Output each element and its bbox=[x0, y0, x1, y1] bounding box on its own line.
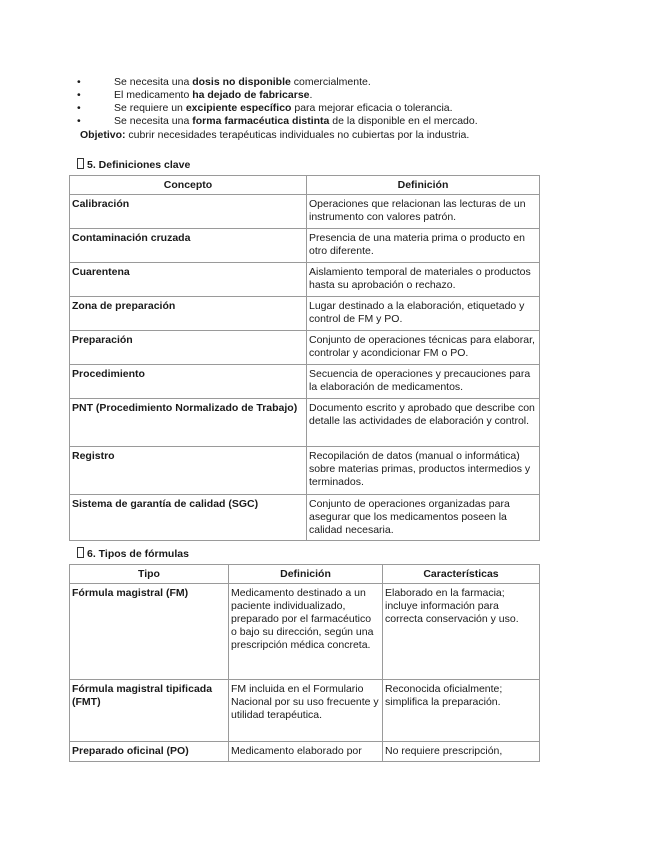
definition-cell: Presencia de una materia prima o producto en otro diferente. bbox=[307, 229, 540, 263]
bullet-bold-text: forma farmacéutica distinta bbox=[192, 115, 330, 127]
definicion-cell: Medicamento elaborado por bbox=[229, 742, 383, 762]
objective-label: Objetivo: bbox=[80, 129, 126, 141]
table-row bbox=[70, 584, 540, 680]
bullet-text: de la disponible en el mercado. bbox=[329, 115, 478, 127]
concept-cell: Preparación bbox=[70, 331, 307, 365]
table-row bbox=[70, 297, 540, 331]
concept-cell: Calibración bbox=[70, 195, 307, 229]
column-header-tipo: Tipo bbox=[70, 565, 229, 584]
concept-cell: Procedimiento bbox=[70, 365, 307, 399]
column-header-caracteristicas: Características bbox=[383, 565, 540, 584]
bullet-marker: • bbox=[77, 76, 81, 88]
column-header-definicion: Definición bbox=[307, 176, 540, 195]
bullet-item bbox=[77, 102, 637, 115]
bullet-text: Se requiere un bbox=[114, 102, 186, 114]
table-row bbox=[70, 195, 540, 229]
caracteristicas-cell: No requiere prescripción, bbox=[383, 742, 540, 762]
table-row bbox=[70, 680, 540, 742]
table-row bbox=[70, 495, 540, 541]
objective-text: cubrir necesidades terapéuticas individuales no cubiertas por la industria. bbox=[125, 129, 470, 141]
table-row bbox=[70, 365, 540, 399]
tipo-cell: Fórmula magistral tipificada (FMT) bbox=[70, 680, 229, 742]
tipo-cell: Preparado oficinal (PO) bbox=[70, 742, 229, 762]
caracteristicas-cell: Reconocida oficialmente; simplifica la preparación. bbox=[383, 680, 540, 742]
table-row bbox=[70, 331, 540, 365]
missing-glyph-icon bbox=[77, 547, 84, 558]
objective-line bbox=[80, 129, 469, 142]
bullet-marker: • bbox=[77, 115, 81, 127]
concept-cell: Contaminación cruzada bbox=[70, 229, 307, 263]
bullet-list bbox=[77, 76, 637, 128]
bullet-text: El medicamento bbox=[114, 89, 193, 101]
definition-cell: Lugar destinado a la elaboración, etiquetado y control de FM y PO. bbox=[307, 297, 540, 331]
bullet-text: para mejorar eficacia o tolerancia. bbox=[291, 102, 453, 114]
table-header-row bbox=[70, 565, 540, 584]
bullet-bold-text: excipiente específico bbox=[185, 102, 292, 114]
definition-cell: Recopilación de datos (manual o informática) sobre materias primas, productos intermedios y terminados. bbox=[307, 447, 540, 495]
bullet-item bbox=[77, 89, 637, 102]
section-5-title-text: 5. Definiciones clave bbox=[87, 159, 191, 171]
formula-types-table bbox=[69, 564, 540, 762]
missing-glyph-icon bbox=[77, 158, 84, 169]
bullet-bold-text: ha dejado de fabricarse bbox=[192, 89, 310, 101]
definition-cell: Secuencia de operaciones y precauciones para la elaboración de medicamentos. bbox=[307, 365, 540, 399]
bullet-marker: • bbox=[77, 89, 81, 101]
bullet-bold-text: dosis no disponible bbox=[192, 76, 291, 88]
bullet-text: Se necesita una bbox=[114, 76, 193, 88]
definition-cell: Aislamiento temporal de materiales o productos hasta su aprobación o rechazo. bbox=[307, 263, 540, 297]
table-row bbox=[70, 263, 540, 297]
column-header-concepto: Concepto bbox=[70, 176, 307, 195]
concept-cell: Cuarentena bbox=[70, 263, 307, 297]
table-row bbox=[70, 399, 540, 447]
table-row bbox=[70, 229, 540, 263]
concept-cell: Registro bbox=[70, 447, 307, 495]
definition-cell: Conjunto de operaciones técnicas para elaborar, controlar y acondicionar FM o PO. bbox=[307, 331, 540, 365]
definition-cell: Operaciones que relacionan las lecturas de un instrumento con valores patrón. bbox=[307, 195, 540, 229]
section-6-title-text: 6. Tipos de fórmulas bbox=[87, 548, 189, 560]
bullet-marker: • bbox=[77, 102, 81, 114]
bullet-item bbox=[77, 76, 637, 89]
definitions-table bbox=[69, 175, 540, 541]
column-header-definicion: Definición bbox=[229, 565, 383, 584]
definition-cell: Conjunto de operaciones organizadas para asegurar que los medicamentos poseen la calidad necesaria. bbox=[307, 495, 540, 541]
concept-cell: Zona de preparación bbox=[70, 297, 307, 331]
tipo-cell: Fórmula magistral (FM) bbox=[70, 584, 229, 680]
formula-types-table-wrapper bbox=[69, 564, 541, 767]
table-row bbox=[70, 447, 540, 495]
definicion-cell: Medicamento destinado a un paciente individualizado, preparado por el farmacéutico o bajo su dirección, según una prescripción médica concreta. bbox=[229, 584, 383, 680]
section-6-title bbox=[77, 547, 189, 561]
bullet-text: comercialmente. bbox=[290, 76, 371, 88]
concept-cell: Sistema de garantía de calidad (SGC) bbox=[70, 495, 307, 541]
concept-cell: PNT (Procedimiento Normalizado de Trabajo) bbox=[70, 399, 307, 447]
section-5-title bbox=[77, 158, 190, 172]
definicion-cell: FM incluida en el Formulario Nacional por su uso frecuente y utilidad terapéutica. bbox=[229, 680, 383, 742]
bullet-text: Se necesita una bbox=[114, 115, 193, 127]
bullet-text: . bbox=[309, 89, 313, 101]
bullet-item bbox=[77, 115, 637, 128]
table-header-row bbox=[70, 176, 540, 195]
definition-cell: Documento escrito y aprobado que describe con detalle las actividades de elaboración y control. bbox=[307, 399, 540, 447]
table-row bbox=[70, 742, 540, 762]
caracteristicas-cell: Elaborado en la farmacia; incluye información para correcta conservación y uso. bbox=[383, 584, 540, 680]
